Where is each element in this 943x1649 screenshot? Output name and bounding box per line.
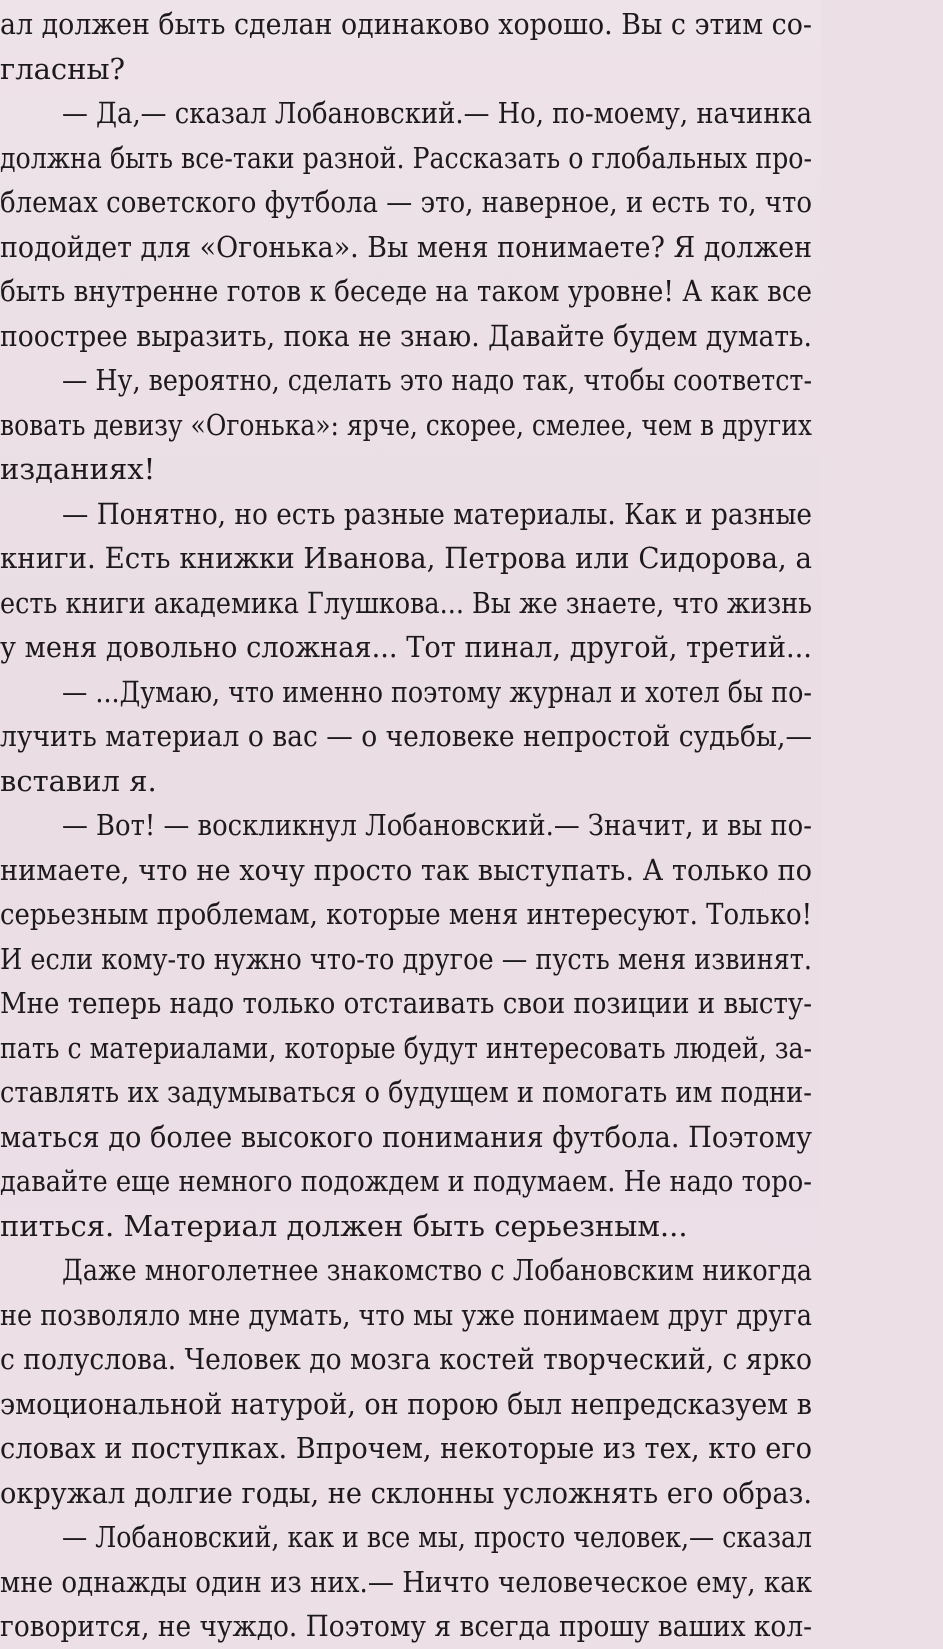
text-line-content: словах и поступках. Впрочем, некоторые из тех, кто его — [0, 1431, 813, 1465]
text-line-content: блемах советского футбола — это, наверное, и есть то, что — [0, 185, 812, 219]
text-line-content: — Понятно, но есть разные материалы. Как и разные — [62, 496, 813, 531]
text-line — [0, 1560, 821, 1605]
text-line — [0, 492, 821, 537]
text-line — [0, 447, 821, 492]
text-line — [0, 180, 821, 225]
text-line — [0, 1604, 821, 1649]
text-line — [0, 47, 821, 92]
text-line — [0, 269, 821, 314]
text-line — [0, 714, 821, 759]
text-line — [0, 91, 821, 136]
text-line — [0, 358, 821, 403]
page-text — [0, 2, 821, 1649]
text-line — [0, 1471, 821, 1516]
text-line-content: гласны? — [0, 51, 126, 86]
text-line-content: у меня довольно сложная... Тот пинал, другой, третий... — [0, 630, 812, 664]
text-line — [0, 581, 821, 626]
text-line-content: — Да,— сказал Лобановский.— Но, по-моему, начинка — [62, 96, 813, 130]
text-line-content: быть внутренне готов к беседе на таком уровне! А как все — [0, 274, 812, 308]
text-line — [0, 848, 821, 893]
text-line-content: питься. Материал должен быть серьезным... — [0, 1208, 688, 1243]
text-line-content: — Ну, вероятно, сделать это надо так, чтобы соответст- — [62, 363, 813, 397]
text-line — [0, 2, 821, 47]
text-line-content: пать с материалами, которые будут интересовать людей, за- — [0, 1030, 813, 1065]
text-line-content: ставлять их задумываться о будущем и помогать им подни- — [0, 1075, 812, 1109]
text-line-content: изданиях! — [0, 452, 156, 486]
text-line-content: окружал долгие годы, не склонны усложнять его образ. — [0, 1475, 813, 1510]
text-line — [0, 1426, 821, 1471]
text-line — [0, 625, 821, 670]
text-line — [0, 759, 821, 804]
text-line-content: нимаете, что не хочу просто так выступать. А только по — [0, 852, 813, 887]
text-line-content: эмоциональной натурой, он порою был непредсказуем в — [0, 1386, 812, 1421]
text-line — [0, 1515, 821, 1560]
text-line-content: давайте еще немного подождем и подумаем. Не надо торо- — [0, 1164, 812, 1198]
text-line — [0, 1337, 821, 1382]
text-line — [0, 225, 821, 270]
text-line-content: мне однажды один из них.— Ничто человеческое ему, как — [0, 1564, 813, 1599]
text-line-content: говорится, не чуждо. Поэтому я всегда прошу ваших кол- — [0, 1609, 813, 1643]
text-line-content: должна быть все-таки разной. Рассказать о глобальных про- — [0, 140, 813, 175]
text-line-content: Даже многолетнее знакомство с Лобановским никогда — [62, 1253, 813, 1287]
text-line-content: — Лобановский, как и все мы, просто человек,— сказал — [62, 1520, 813, 1554]
text-line — [0, 670, 821, 715]
text-line — [0, 1382, 821, 1427]
text-line — [0, 1204, 821, 1249]
text-line-content: поострее выразить, пока не знаю. Давайте будем думать. — [0, 318, 812, 353]
text-line — [0, 937, 821, 982]
text-line — [0, 1248, 821, 1293]
text-line-content: вставил я. — [0, 763, 157, 798]
text-line-content: книги. Есть книжки Иванова, Петрова или Сидорова, а — [0, 541, 812, 575]
text-line — [0, 1293, 821, 1338]
text-line — [0, 1070, 821, 1115]
text-line-content: И если кому-то нужно что-то другое — пусть меня извинят. — [0, 941, 812, 976]
text-line — [0, 136, 821, 181]
text-line-content: есть книги академика Глушкова... Вы же знаете, что жизнь — [0, 585, 813, 620]
text-line — [0, 1115, 821, 1160]
text-line — [0, 536, 821, 581]
text-line — [0, 981, 821, 1026]
text-line-content: лучить материал о вас — о человеке непростой судьбы,— — [0, 719, 812, 753]
text-line — [0, 803, 821, 848]
text-line-content: подойдет для «Огонька». Вы меня понимаете? Я должен — [0, 229, 813, 264]
text-line-content: вовать девизу «Огонька»: ярче, скорее, смелее, чем в других — [0, 407, 812, 442]
text-line-content: не позволяло мне думать, что мы уже понимаем друг друга — [0, 1297, 812, 1332]
text-line-content: серьезным проблемам, которые меня интересуют. Только! — [0, 897, 813, 931]
text-line — [0, 403, 821, 448]
text-line-content: ал должен быть сделан одинаково хорошо. Вы с этим со- — [0, 7, 812, 41]
text-line — [0, 1026, 821, 1071]
text-line — [0, 314, 821, 359]
text-line — [0, 1159, 821, 1204]
text-line-content: с полуслова. Человек до мозга костей творческий, с ярко — [0, 1342, 813, 1376]
text-line — [0, 892, 821, 937]
text-line-content: — ...Думаю, что именно поэтому журнал и хотел бы по- — [62, 674, 812, 709]
text-line-content: — Вот! — воскликнул Лобановский.— Значит, и вы по- — [62, 808, 812, 842]
text-line-content: маться до более высокого понимания футбола. Поэтому — [0, 1119, 813, 1154]
text-line-content: Мне теперь надо только отстаивать свои позиции и высту- — [0, 986, 813, 1020]
